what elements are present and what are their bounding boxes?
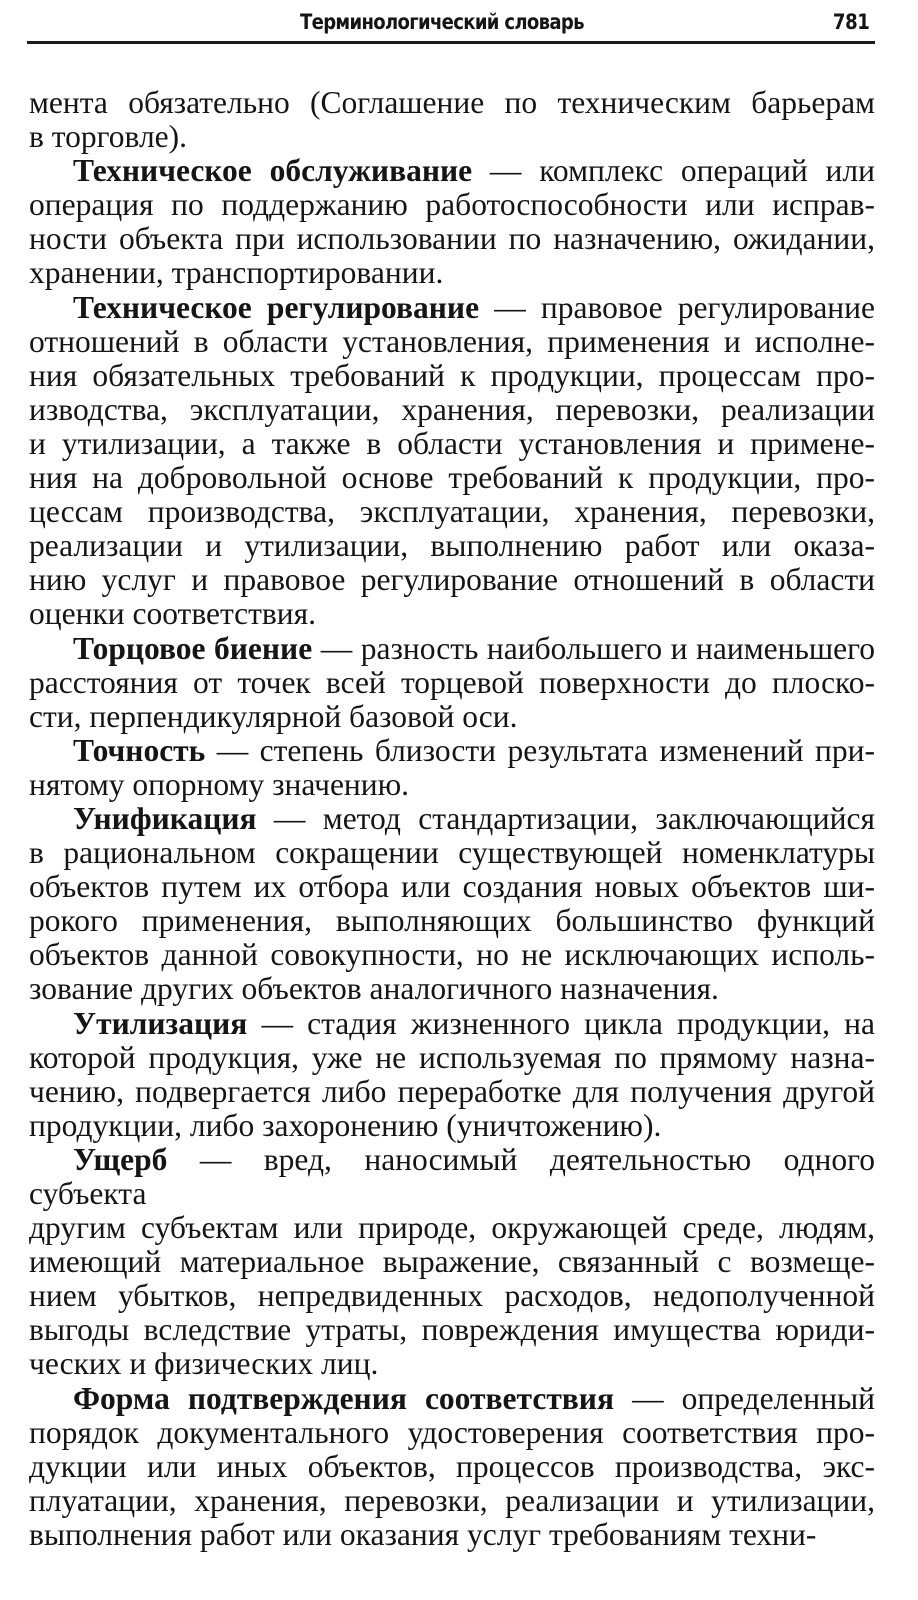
text-line: нию услуг и правовое регулирование отношений в области xyxy=(29,562,875,598)
text-line: ния на добровольной основе требований к продукции, про- xyxy=(29,460,875,496)
entry-definition-start: — правовое регулирование xyxy=(479,289,876,325)
page-number: 781 xyxy=(832,10,869,34)
dictionary-text xyxy=(29,86,875,1552)
entry-first-line xyxy=(29,802,875,836)
dictionary-entry xyxy=(29,291,875,632)
entry-first-line xyxy=(29,154,875,188)
text-line: которой продукция, уже не используемая по прямому назна- xyxy=(29,1039,875,1075)
text-line: нием убытков, непредвиденных расходов, недополученной xyxy=(29,1278,875,1314)
text-line: порядок документального удостоверения соответствия про- xyxy=(29,1414,875,1450)
entry-term: Точность xyxy=(73,732,206,768)
text-line: хранении, транспортировании. xyxy=(29,255,444,291)
text-line: другим субъектам или природе, окружающей среде, людям, xyxy=(29,1210,875,1246)
text-line: отношений в области установления, применения и исполне- xyxy=(29,323,875,359)
entry-first-line xyxy=(29,291,875,325)
dictionary-entry xyxy=(29,1143,875,1382)
entry-first-line xyxy=(29,734,875,768)
text-line: расстояния от точек всей торцевой поверхности до плоско- xyxy=(29,664,875,700)
text-line: ческих и физических лиц. xyxy=(29,1346,379,1382)
entry-term: Торцовое биение xyxy=(73,630,313,666)
text-line: цессам производства, эксплуатации, хранения, перевозки, xyxy=(29,494,875,530)
text-line: и утилизации, а также в области установления и примене- xyxy=(29,425,875,461)
text-line: продукции, либо захоронению (уничтожению). xyxy=(29,1107,662,1143)
text-line: дукции или иных объектов, процессов производства, экс- xyxy=(29,1448,875,1484)
continuation-text xyxy=(29,86,875,154)
text-line: сти, перпендикулярной базовой оси. xyxy=(29,698,518,734)
entry-definition-start: — вред, наносимый деятельностью одного субъекта xyxy=(29,1141,875,1211)
entry-definition-start: — разность наибольшего и наименьшего xyxy=(312,630,875,666)
entry-term: Утилизация xyxy=(73,1005,248,1041)
dictionary-entry xyxy=(29,1007,875,1143)
text-line: операция по поддержанию работоспособности или исправ- xyxy=(29,187,875,223)
text-line: выгоды вследствие утраты, повреждения имущества юриди- xyxy=(29,1312,875,1348)
dictionary-entry xyxy=(29,154,875,290)
dictionary-entry xyxy=(29,1382,875,1552)
entry-definition-start: — метод стандартизации, заключающийся xyxy=(256,800,875,836)
entry-definition-start: — комплекс операций или xyxy=(472,153,875,189)
entry-first-line xyxy=(29,1382,875,1416)
text-line: в торговле). xyxy=(29,119,188,155)
entry-term: Ущерб xyxy=(73,1141,168,1177)
text-line: реализации и утилизации, выполнению работ или оказа- xyxy=(29,528,875,564)
entry-definition-start: — определенный xyxy=(614,1380,875,1416)
entry-term: Техническое обслуживание xyxy=(73,153,473,189)
text-line: зование других объектов аналогичного назначения. xyxy=(29,971,719,1007)
page-header xyxy=(27,0,875,44)
text-line: объектов путем их отбора или создания новых объектов ши- xyxy=(29,869,875,905)
text-line: нятому опорному значению. xyxy=(29,766,410,802)
entry-term: Форма подтверждения соответствия xyxy=(73,1380,615,1416)
text-line: рокого применения, выполняющих большинство функций xyxy=(29,903,875,939)
running-header-title: Терминологический словарь xyxy=(300,10,584,34)
dictionary-entry xyxy=(29,802,875,1007)
text-line: ния обязательных требований к продукции, процессам про- xyxy=(29,357,875,393)
text-line: объектов данной совокупности, но не исключающих исполь- xyxy=(29,937,875,973)
dictionary-entry xyxy=(29,632,875,734)
entry-first-line xyxy=(29,1007,875,1041)
entry-first-line xyxy=(29,1143,875,1211)
dictionary-entry xyxy=(29,734,875,802)
entry-term: Техническое регулирование xyxy=(73,289,480,325)
text-line: мента обязательно (Соглашение по техническим барьерам xyxy=(29,85,875,120)
text-line: ности объекта при использовании по назначению, ожидании, xyxy=(29,221,875,257)
entry-definition-start: — степень близости результата изменений при- xyxy=(205,732,875,768)
entry-definition-start: — стадия жизненного цикла продукции, на xyxy=(247,1005,875,1041)
text-line: плуатации, хранения, перевозки, реализации и утилизации, xyxy=(29,1482,875,1518)
text-line: выполнения работ или оказания услуг требованиям техни- xyxy=(29,1516,817,1552)
entry-term: Унификация xyxy=(73,800,257,836)
text-line: имеющий материальное выражение, связанный с возмеще- xyxy=(29,1244,875,1280)
text-line: в рациональном сокращении существующей номенклатуры xyxy=(29,835,875,871)
text-line: изводства, эксплуатации, хранения, перевозки, реализации xyxy=(29,391,875,427)
entry-first-line xyxy=(29,632,875,666)
text-line: чению, подвергается либо переработке для получения другой xyxy=(29,1073,875,1109)
text-line: оценки соответствия. xyxy=(29,596,316,632)
